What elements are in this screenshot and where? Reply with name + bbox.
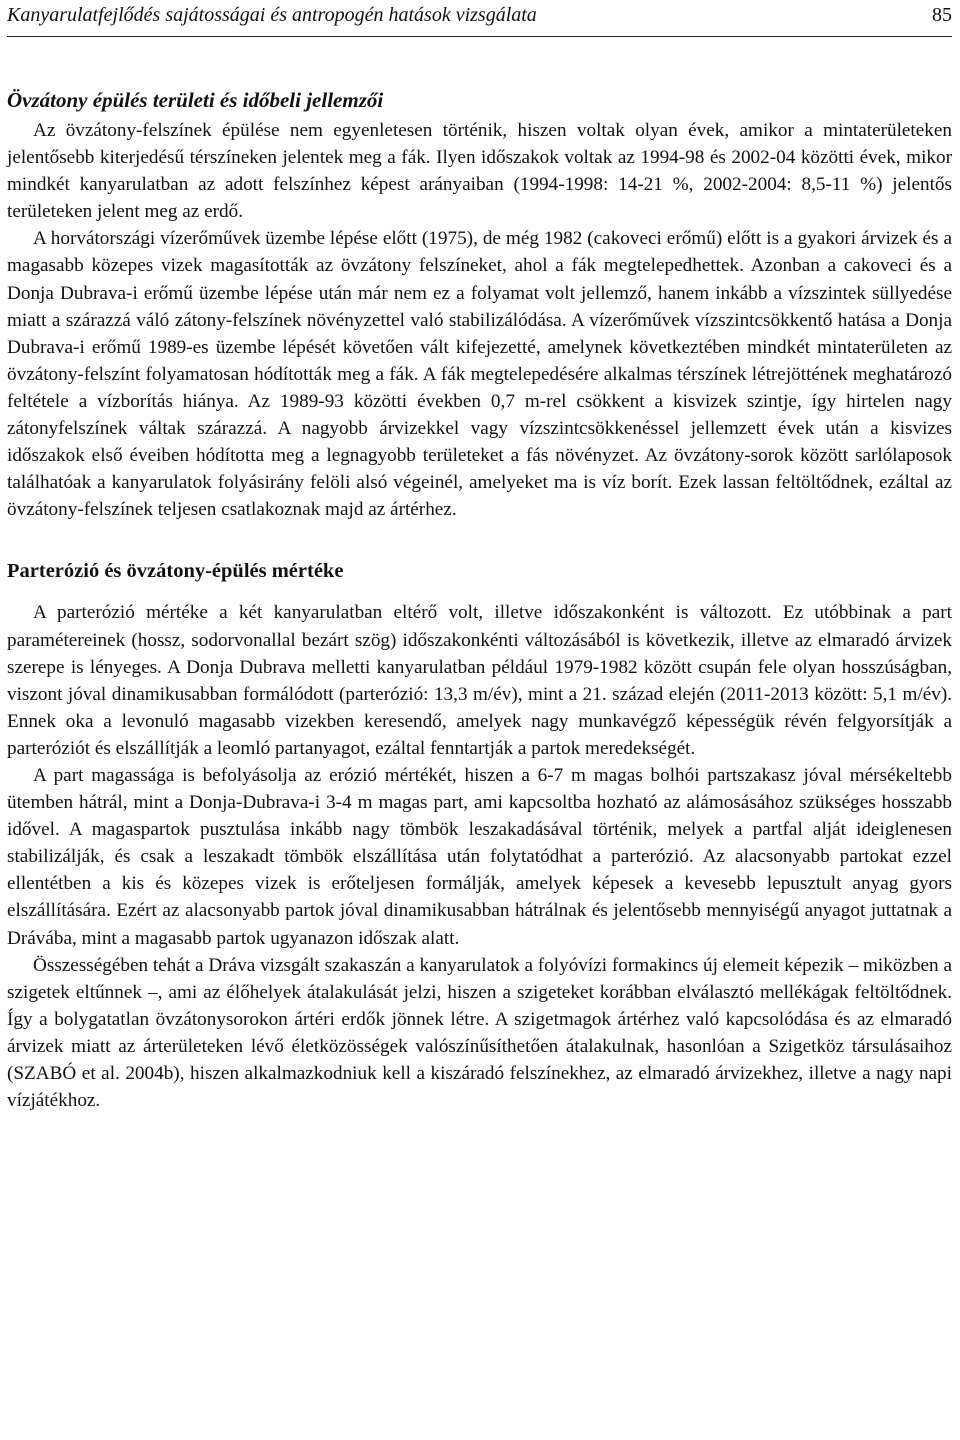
- paragraph: A parterózió mértéke a két kanyarulatban eltérő volt, illetve időszakonként is változott. Ez utóbbinak a part paramétereinek (hossz, sodorvonallal bezárt szög) időszakonkénti változásából is következik, illetve az elmaradó árvizek szerepe is lényeges. A Donja Dubrava melletti kanyarulatban például 1979-1982 között csupán fele olyan hosszúságban, viszont jóval dinamikusabban formálódott (parterózió: 13,3 m/év), mint a 21. század elején (2011-2013 között: 5,1 m/év). Ennek oka a levonuló magasabb vizekben keresendő, amelyek nagy munkavégző képességük révén felgyorsítják a parteróziót és elszállítják a leomló partanyagot, ezáltal fenntartják a partok meredekségét.: [7, 602, 952, 759]
- paragraph: Az övzátony-felszínek épülése nem egyenletesen történik, hiszen voltak olyan évek, amikor a mintaterületeken jelentősebb kiterjedésű térszíneken jelentek meg a fák. Ilyen időszakok voltak az 1994-98 és 2002-04 közötti évek, mikor mindkét kanyarulatban az adott felszínhez képest arányaiban (1994-1998: 14-21 %, 2002-2004: 8,5-11 %) jelentős területeken jelent meg az erdő.: [7, 120, 952, 223]
- paragraph: A part magassága is befolyásolja az erózió mértékét, hiszen a 6-7 m magas bolhói partszakasz jóval mérsékeltebb ütemben hátrál, mint a Donja-Dubrava-i 3-4 m magas part, ami kapcsoltba hozható az alámosásához szükséges hosszabb idővel. A magaspartok pusztulása inkább nagy tömbök leszakadásával történik, melyek a partfal alját ideiglenesen stabilizálják, és csak a leszakadt tömbök elszállítása után folytatódhat a parterózió. Az alacsonyabb partokat ezzel ellentétben a kis és közepes vizek is erőteljesen formálják, amelyek képesek a kevesebb lepusztult anyag gyors elszállítására. Ezért az alacsonyabb partok jóval dinamikusabban hátrálnak és jelentősebb mennyiségű anyagot juttatnak a Drávába, mint a magasabb partok ugyanazon időszak alatt.: [7, 764, 952, 949]
- running-header: [7, 0, 952, 37]
- section-title-parterozio: Parterózió és övzátony-épülés mértéke: [7, 560, 344, 583]
- running-title: Kanyarulatfejlődés sajátosságai és antropogén hatások vizsgálata: [7, 4, 537, 26]
- paragraph: A horvátországi vízerőművek üzembe lépése előtt (1975), de még 1982 (cakoveci erőmű) előtt is a gyakori árvizek és a magasabb közepes vizek magasították az övzátony felszíneket, ahol a fák megtelepedhettek. Azonban a cakoveci és a Donja Dubrava-i erőmű üzembe lépése után már nem ez a folyamat volt jellemző, hanem inkább a vízszintek süllyedése miatt a szárazzá váló zátony-felszínek növényzettel való stabilizálódása. A vízerőművek vízszintcsökkentő hatása a Donja Dubrava-i erőmű 1989-es üzembe lépését követően vált kifejezetté, amelynek következtében mindkét mintaterületen az övzátony-felszínt folyamatosan hódították meg a fák. A fák megtelepedésére alkalmas térszínek létrejöttének meghatározó feltétele a vízborítás hiánya. Az 1989-93 közötti években 0,7 m-rel csökkent a kisvizek szintje, így hirtelen nagy zátonyfelszínek váltak szárazzá. A nagyobb árvizekkel vagy vízszintcsökkenéssel jellemzett évek után a kisvizes időszakok első éveiben hódította meg a legnagyobb területeket a fás növényzet. Az övzátony-sorok között sarlólaposok találhatóak a kanyarulatok folyásirány felöli alsó végeinél, amelyeket ma is víz borít. Ezek lassan feltöltődnek, ezáltal az övzátony-felszínek teljesen csatlakoznak majd az ártérhez.: [7, 228, 952, 521]
- paragraph: Összességében tehát a Dráva vizsgált szakaszán a kanyarulatok a folyóvízi formakincs új elemeit képezik – miközben a szigetek eltűnnek –, ami az élőhelyek átalakulását jelzi, hiszen a szigeteket korábban elválasztó mellékágak feltöltődnek. Így a bolygatatlan övzátonysorokon ártéri erdők jönnek létre. A szigetmagok ártérhez való kapcsolódása és az elmaradó árvizek miatt az árterületeken lévő életközösségek valószínűsíthetően átalakulnak, hasonlóan a Szigetköz társulásaihoz (SZABÓ et al. 2004b), hiszen alkalmazkodniuk kell a kiszáradó felszínekhez, az elmaradó árvizekhez, illetve a nagy napi vízjátékhoz.: [7, 954, 952, 1112]
- page-number: 85: [932, 4, 952, 26]
- section-title-ovzatony: Övzátony épülés területi és időbeli jellemzői: [7, 88, 384, 112]
- page: [7, 0, 952, 1114]
